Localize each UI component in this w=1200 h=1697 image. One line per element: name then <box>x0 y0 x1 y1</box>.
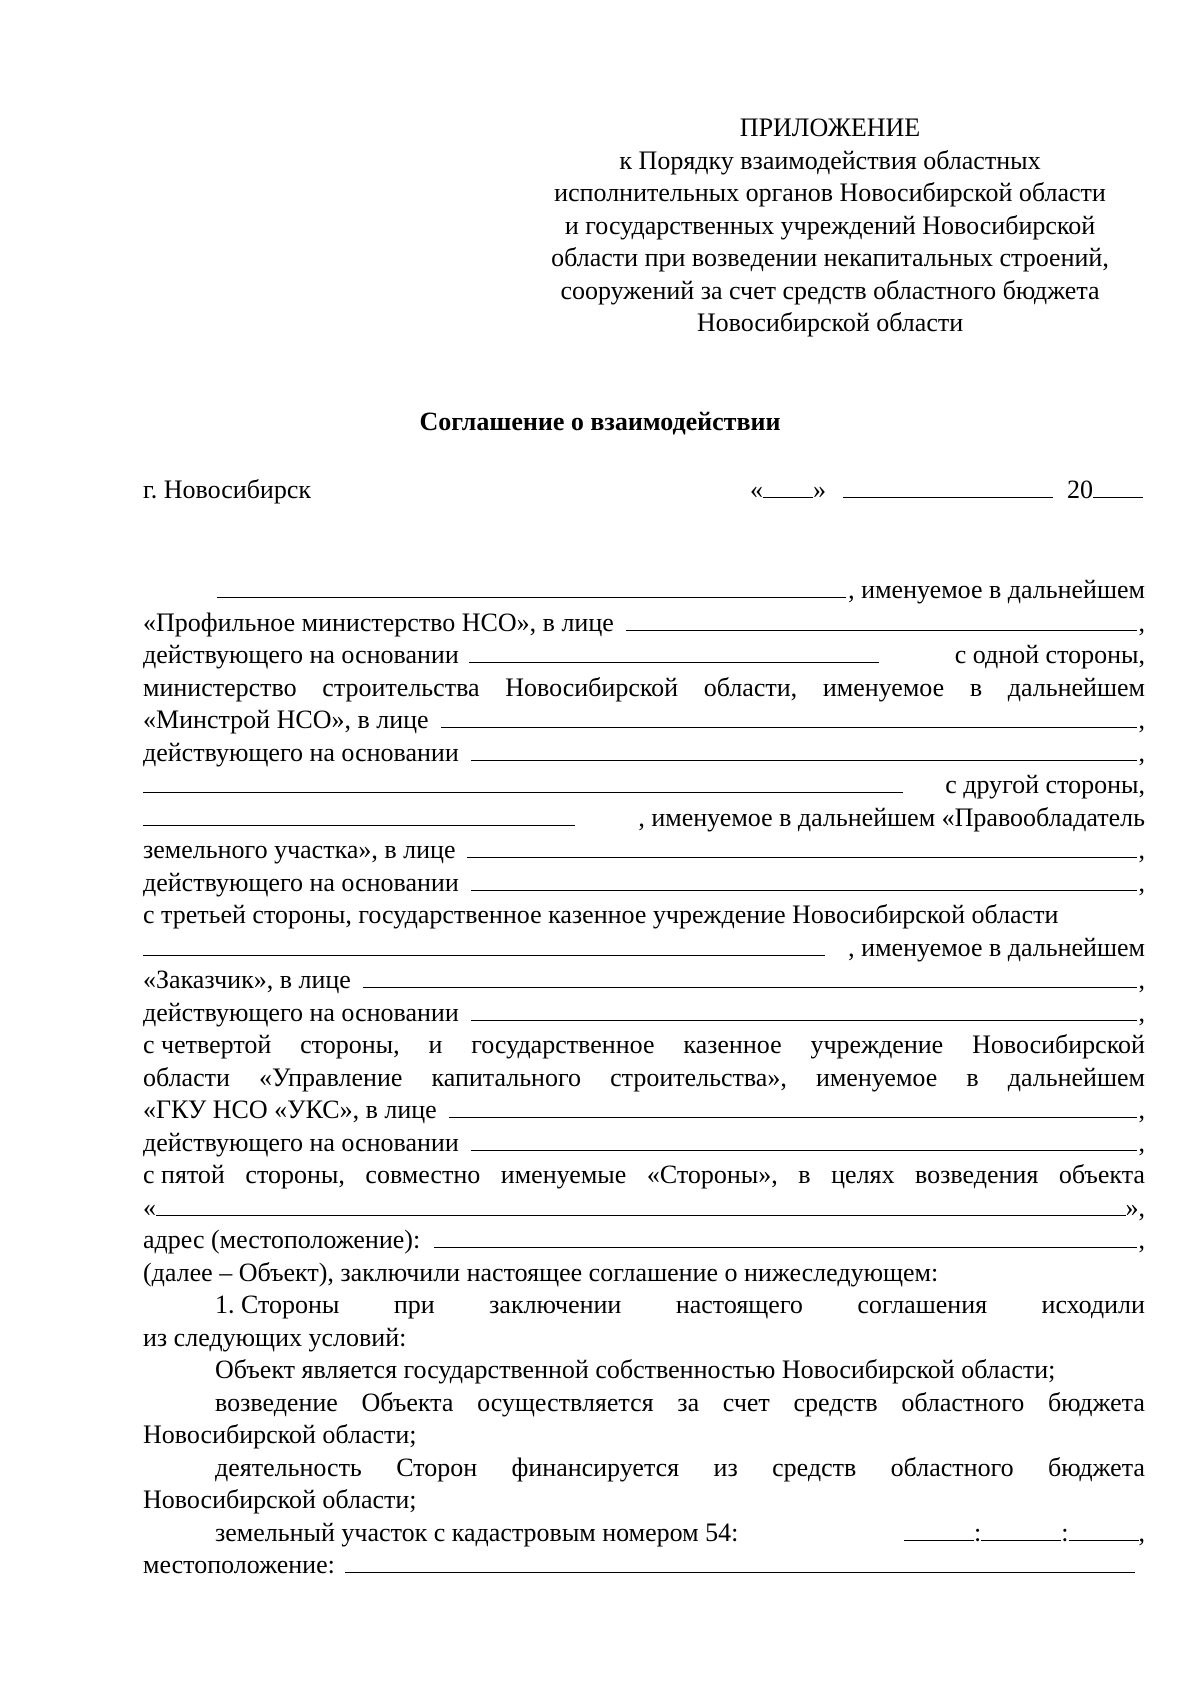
party3-person-blank <box>467 834 1136 858</box>
body-line-22: (далее – Объект), заключили настоящее соглашение о нижеследующем: <box>143 1257 939 1287</box>
date-field: « » 20 <box>750 474 1143 506</box>
body-line-10: действующего на основании , <box>143 867 1145 897</box>
body-line-31: местоположение: <box>143 1549 1145 1582</box>
body-line-28: деятельность Сторон финансируется из средств областного бюджета <box>215 1452 1145 1482</box>
body-line-9: земельного участка», в лице , <box>143 835 1145 864</box>
land-location-blank <box>345 1549 1135 1573</box>
body-line-11: с третьей стороны, государственное казенное учреждение Новосибирской области <box>143 900 1059 929</box>
cadastral-part-3-blank <box>1069 1517 1139 1541</box>
party2-basis-cont-blank <box>143 769 903 793</box>
body-line-1: , именуемое в дальнейшем <box>143 574 1145 607</box>
appendix-line: к Порядку взаимодействия областных <box>619 145 1041 175</box>
party4-name-blank <box>143 932 825 956</box>
body-line-14: действующего на основании , <box>143 997 1145 1027</box>
body-line-18: действующего на основании , <box>143 1127 1145 1157</box>
body-line-27: Новосибирской области; <box>143 1420 417 1449</box>
body-line-15: с четвертой стороны, и государственное казенное учреждение Новосибирской <box>143 1030 1145 1059</box>
object-name-blank <box>156 1192 1126 1216</box>
party1-basis-blank <box>469 639 879 663</box>
body-line-26: возведение Объекта осуществляется за счет средств областного бюджета <box>215 1387 1145 1417</box>
document-title: Соглашение о взаимодействии <box>419 407 781 436</box>
body-line-17: «ГКУ НСО «УКС», в лице , <box>143 1095 1145 1124</box>
cadastral-part-2-blank <box>981 1517 1061 1541</box>
cadastral-part-1-blank <box>904 1517 974 1541</box>
body-line-19: с пятой стороны, совместно именуемые «Стороны», в целях возведения объекта <box>143 1160 1145 1189</box>
body-line-2: «Профильное министерство НСО», в лице , <box>143 607 1145 637</box>
appendix-line: исполнительных органов Новосибирской области <box>554 178 1106 207</box>
body-line-30: земельный участок с кадастровым номером 54: : : , <box>215 1517 1145 1547</box>
party5-basis-blank <box>471 1127 1137 1151</box>
body-line-3: действующего на основании с одной стороны, <box>143 640 1145 669</box>
party4-person-blank <box>363 964 1137 988</box>
body-line-21: адрес (местоположение): , <box>143 1225 1145 1254</box>
party4-basis-blank <box>471 997 1137 1021</box>
body-line-20: « », <box>143 1192 1145 1222</box>
party3-blank <box>143 802 575 826</box>
body-line-5: «Минстрой НСО», в лице , <box>143 705 1145 734</box>
appendix-header <box>520 112 1140 340</box>
city: г. Новосибирск <box>143 475 312 504</box>
body-line-24: из следующих условий: <box>143 1322 407 1352</box>
body-line-6: действующего на основании , <box>143 737 1145 767</box>
day-blank <box>763 474 813 498</box>
party1-person-blank <box>626 607 1137 631</box>
body-line-4: министерство строительства Новосибирской области, именуемое в дальнейшем <box>143 672 1145 702</box>
party5-person-blank <box>449 1094 1137 1118</box>
party1-blank <box>217 574 846 598</box>
party2-person-blank <box>441 704 1137 728</box>
body-line-25: Объект является государственной собственностью Новосибирской области; <box>215 1355 1056 1384</box>
body-line-7: с другой стороны, <box>143 769 1145 802</box>
party3-basis-blank <box>471 867 1137 891</box>
body-line-12: , именуемое в дальнейшем <box>143 932 1145 965</box>
body-line-13: «Заказчик», в лице , <box>143 965 1145 994</box>
body-line-8: , именуемое в дальнейшем «Правообладатель <box>143 802 1145 835</box>
body-line-29: Новосибирской области; <box>143 1485 417 1514</box>
appendix-line: области при возведении некапитальных строений, <box>551 243 1109 272</box>
body-line-16: области «Управление капитального строительства», именуемое в дальнейшем <box>143 1062 1145 1092</box>
appendix-line: и государственных учреждений Новосибирской <box>564 210 1096 240</box>
appendix-line: Новосибирской области <box>696 308 964 337</box>
year-blank <box>1093 474 1143 498</box>
object-address-blank <box>434 1224 1136 1248</box>
month-blank <box>843 474 1053 498</box>
body-line-23: 1. Стороны при заключении настоящего соглашения исходили <box>215 1290 1145 1319</box>
appendix-title: ПРИЛОЖЕНИЕ <box>739 113 921 142</box>
party2-basis-blank <box>471 737 1137 761</box>
appendix-line: сооружений за счет средств областного бюджета <box>560 275 1100 305</box>
